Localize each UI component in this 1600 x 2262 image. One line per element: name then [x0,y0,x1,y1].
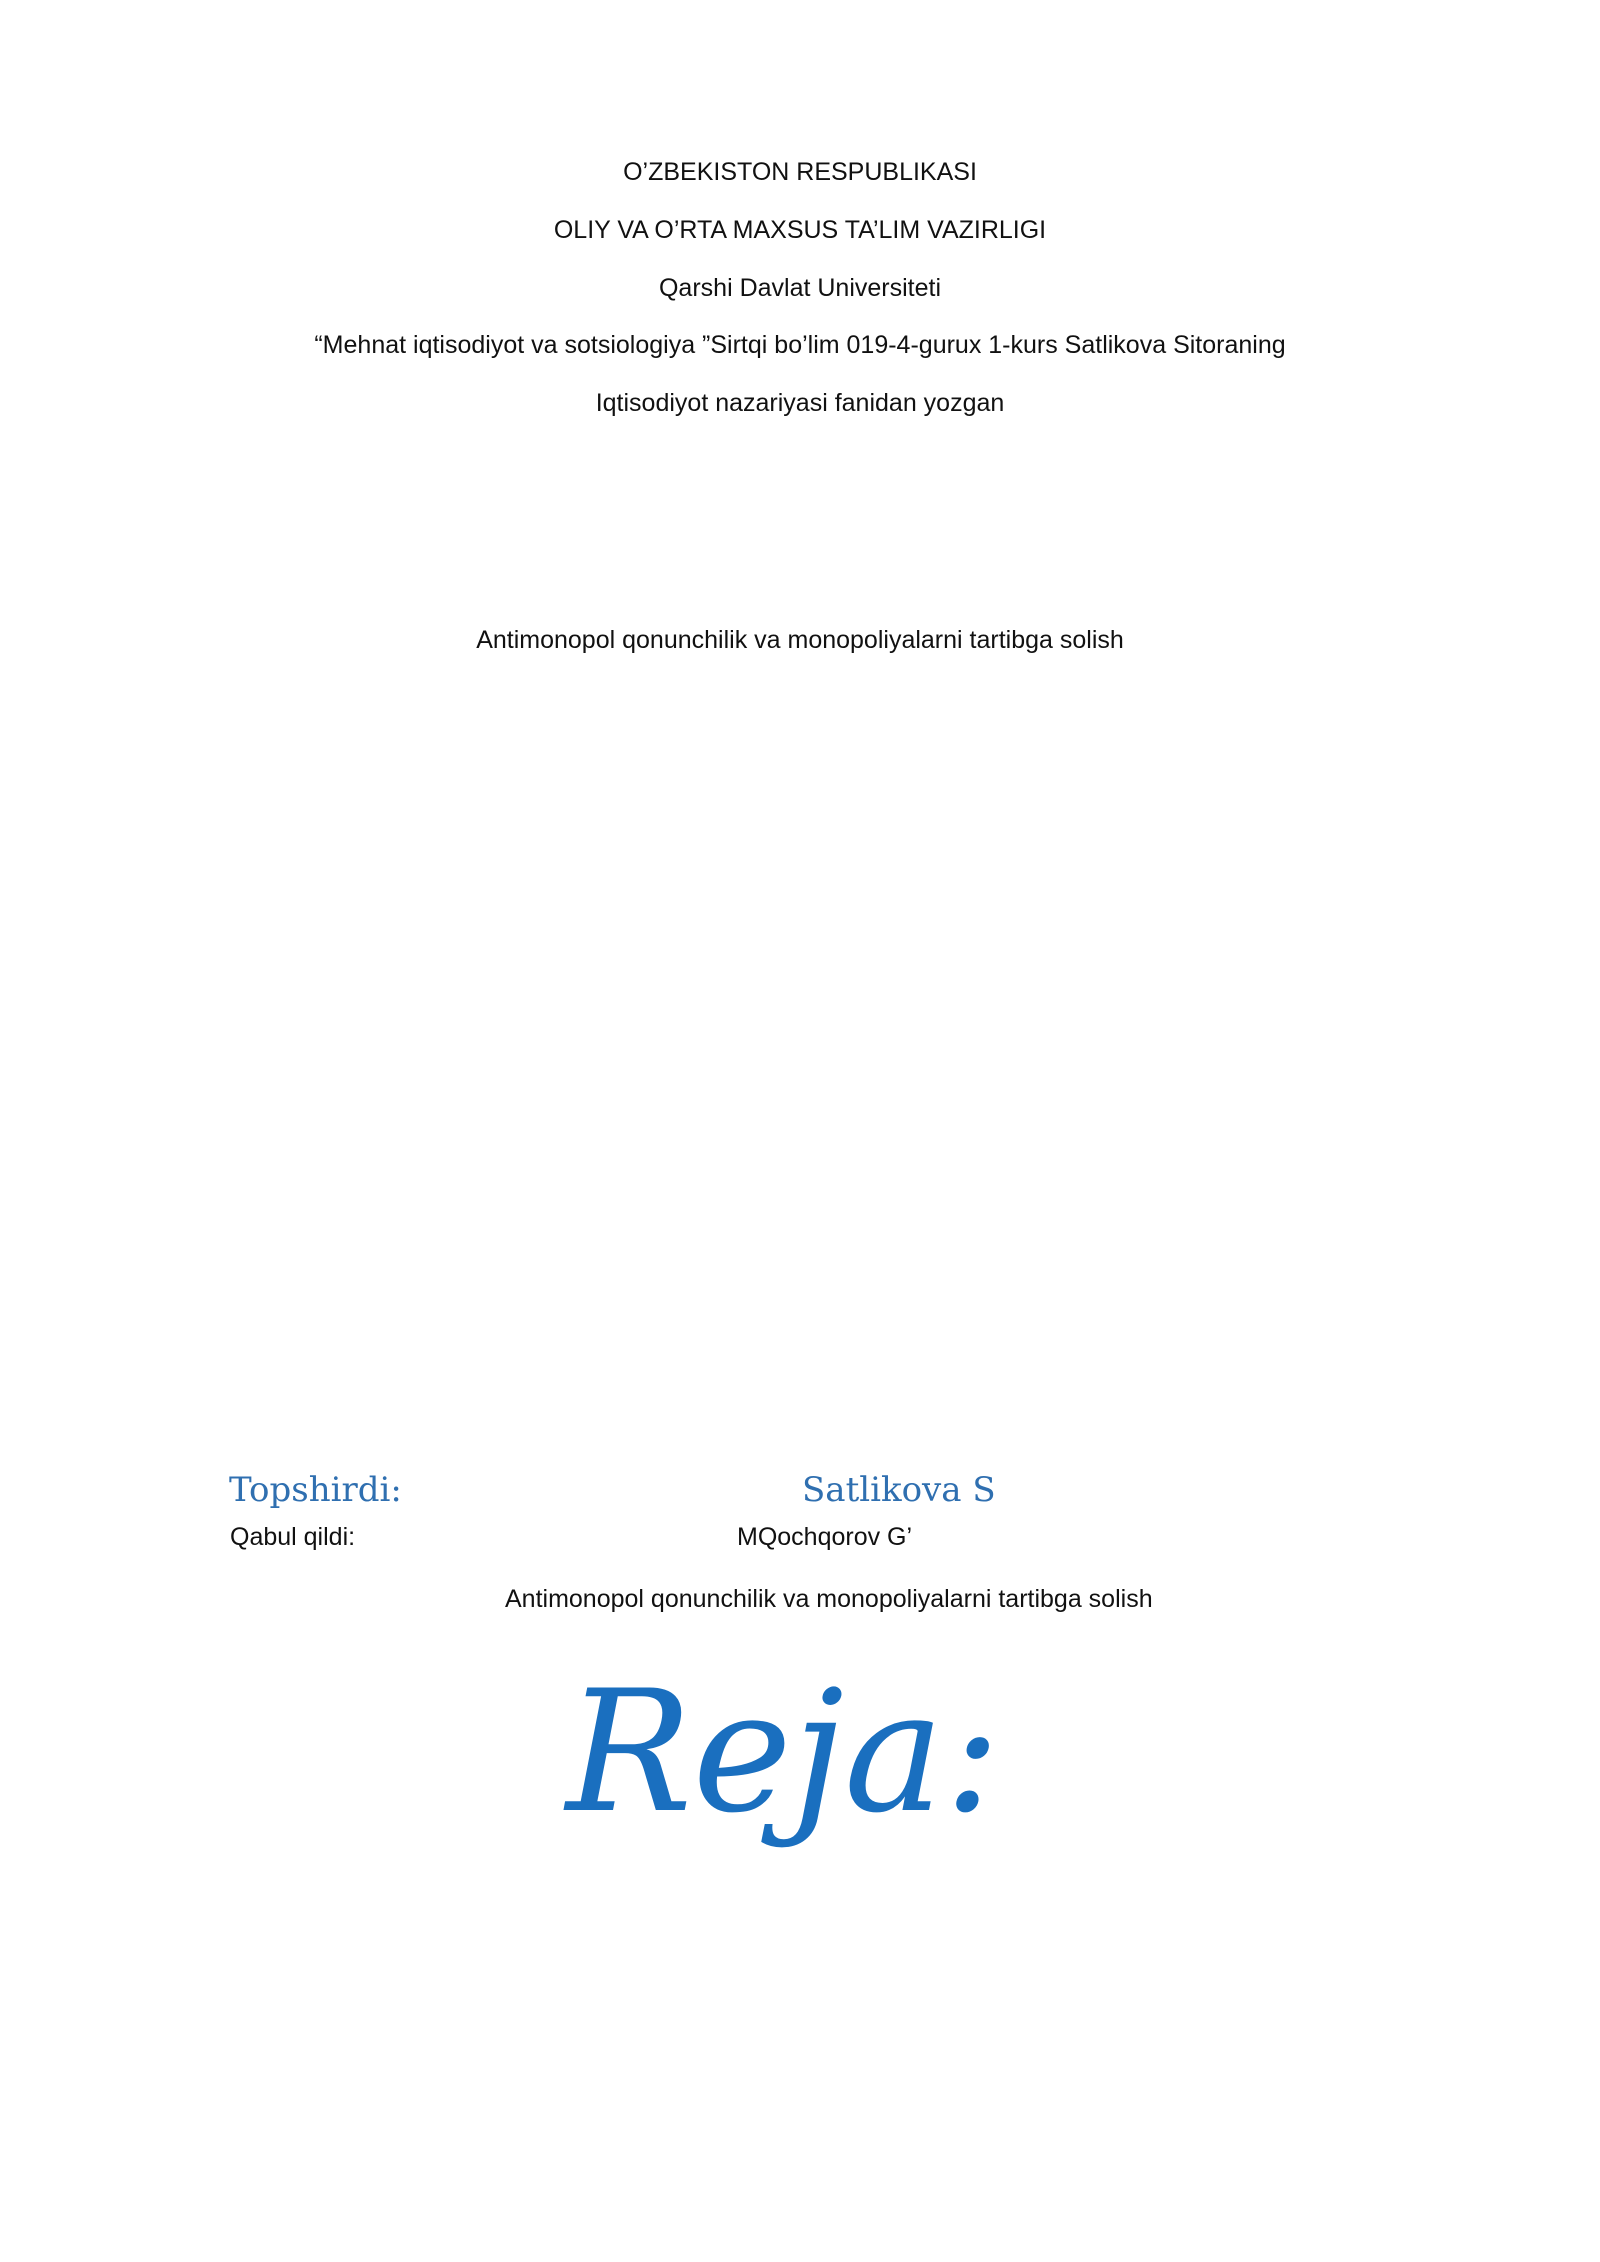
submitted-label: Topshirdi: [229,1470,402,1510]
subject-line: Iqtisodiyot nazariyasi fanidan yozgan [595,389,1005,417]
university-name: Qarshi Davlat Universiteti [658,274,942,302]
submitted-name: Satlikova S [802,1470,996,1510]
republic-title: O’ZBEKISTON RESPUBLIKASI [623,158,977,186]
topic-title: Antimonopol qonunchilik va monopoliyalarni tartibga solish [476,626,1124,654]
ministry-title: OLIY VA O’RTA MAXSUS TA’LIM VAZIRLIGI [553,216,1047,244]
accepted-label: Qabul qildi: [230,1523,356,1551]
plan-heading: Reja: [566,1654,1001,1850]
topic-repeat: Antimonopol qonunchilik va monopoliyalarni tartibga solish [505,1585,1153,1613]
accepted-name: MQochqorov G’ [737,1523,913,1551]
department-line: “Mehnat iqtisodiyot va sotsiologiya ”Sirtqi bo’lim 019-4-gurux 1-kurs Satlikova Sitoraning [314,331,1286,359]
